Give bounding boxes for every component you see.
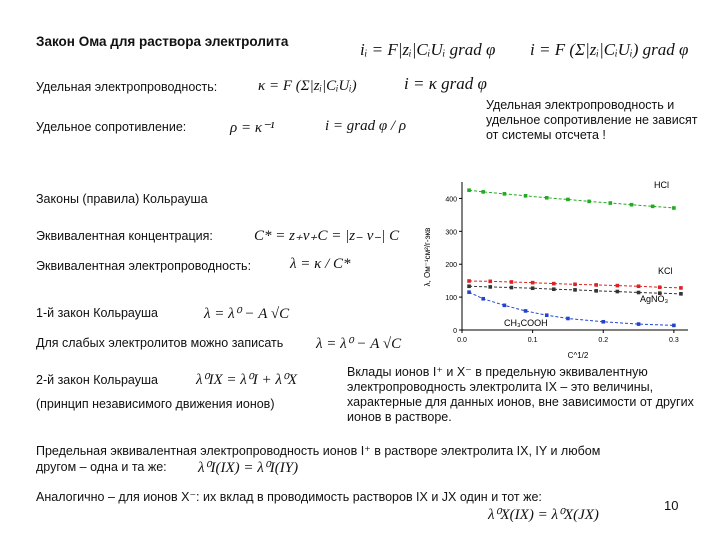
data-point-hcl (609, 201, 613, 205)
resistivity-formula: ρ = κ⁻¹ (230, 120, 275, 136)
data-point-agno3 (594, 289, 598, 293)
limit-equality-anion: λ⁰X(IX) = λ⁰X(JX) (488, 507, 599, 523)
conductivity-chart (418, 172, 708, 364)
data-point-agno3 (616, 290, 620, 294)
y-tick-label: 100 (445, 295, 457, 303)
data-point-agno3 (531, 286, 535, 290)
data-point-agno3 (679, 292, 683, 296)
y-tick-label: 200 (445, 262, 457, 270)
first-law-label: 1-й закон Кольрауша (36, 306, 158, 320)
first-law-formula: λ = λ⁰ − A √C (204, 306, 290, 322)
limit-equality-cation: λ⁰I(IX) = λ⁰I(IY) (198, 460, 299, 476)
weak-electrolytes-formula: λ = λ⁰ − A √C (316, 336, 402, 352)
x-tick-label: 0.3 (669, 337, 679, 344)
independence-note: Удельная электропроводность и удельное сопротивление не зависят от системы отсчета ! (486, 98, 698, 142)
y-tick-label: 0 (453, 328, 457, 335)
ohm-short-formula: i = κ grad φ (404, 74, 487, 93)
weak-electrolytes-label: Для слабых электролитов можно записать (36, 336, 284, 350)
anion-analogy-label: Аналогично – для ионов X⁻: их вклад в проводимость растворов IX и JX один и тот же: (36, 490, 542, 504)
series-label-hcl: HCl (654, 180, 669, 190)
data-point-kcl (637, 284, 641, 288)
data-point-kcl (679, 286, 683, 290)
specific-conductivity-label: Удельная электропроводность: (36, 80, 218, 94)
data-point-kcl (573, 282, 577, 286)
ohm-ion-formula: iᵢ = F|zᵢ|CᵢUᵢ grad φ (360, 40, 496, 59)
data-point-hcl (630, 203, 634, 207)
data-point-kcl (658, 285, 662, 289)
equiv-conductivity-label: Эквивалентная электропроводность: (36, 259, 252, 273)
limit-conductivity-line1: Предельная эквивалентная электропроводность ионов I⁺ в растворе электролита IX, IY и любом (36, 444, 601, 458)
series-label-ch3cooh: CH₃COOH (504, 318, 548, 328)
data-point-hcl (651, 205, 655, 209)
series-label-agno3: AgNO₃ (640, 294, 669, 304)
data-point-kcl (552, 282, 556, 286)
x-tick-label: 0.2 (598, 337, 609, 344)
equiv-concentration-formula: C* = z₊ν₊C = |z₋ ν₋| C (254, 228, 400, 244)
data-point-hcl (545, 196, 549, 200)
second-law-label: 2-й закон Кольрауша (36, 373, 158, 387)
data-point-agno3 (552, 287, 556, 291)
data-point-kcl (467, 279, 471, 283)
ohm-total-formula: i = F (Σ|zᵢ|CᵢUᵢ) grad φ (530, 40, 689, 59)
data-point-ch3cooh (503, 304, 507, 308)
y-axis-label: λ, Ом⁻¹см²/г-экв (423, 227, 432, 287)
y-tick-label: 400 (445, 196, 457, 204)
x-axis-label: C^1/2 (567, 351, 589, 360)
data-point-ch3cooh (545, 313, 549, 317)
data-point-agno3 (573, 288, 577, 292)
data-point-kcl (594, 283, 598, 287)
data-point-ch3cooh (524, 309, 528, 313)
y-tick-label: 300 (445, 229, 457, 237)
data-point-hcl (481, 190, 485, 194)
x-tick-label: 0.0 (457, 337, 467, 344)
data-point-agno3 (488, 285, 492, 289)
x-tick-label: 0.1 (527, 337, 538, 344)
data-point-agno3 (467, 284, 471, 288)
series-line-hcl (469, 190, 674, 208)
data-point-ch3cooh (467, 290, 471, 294)
data-point-hcl (672, 206, 676, 210)
series-label-kcl: KCl (658, 266, 673, 276)
data-point-agno3 (510, 286, 514, 290)
equiv-conductivity-formula: λ = κ / C* (290, 256, 351, 272)
data-point-kcl (531, 281, 535, 285)
data-point-hcl (503, 192, 507, 196)
data-point-kcl (510, 280, 514, 284)
data-point-ch3cooh (481, 297, 485, 301)
kohlrausch-heading: Законы (правила) Кольрауша (36, 192, 208, 206)
data-point-kcl (616, 284, 620, 288)
data-point-ch3cooh (601, 320, 605, 324)
data-point-kcl (488, 280, 492, 284)
slide-title: Закон Ома для раствора электролита (36, 34, 289, 49)
specific-resistance-label: Удельное сопротивление: (36, 120, 187, 134)
ohm-resistivity-formula: i = grad φ / ρ (325, 118, 407, 134)
second-law-formula: λ⁰IX = λ⁰I + λ⁰X (196, 372, 298, 388)
data-point-hcl (566, 198, 570, 202)
data-point-ch3cooh (637, 322, 641, 326)
equiv-concentration-label: Эквивалентная концентрация: (36, 229, 213, 243)
conductivity-formula: κ = F (Σ|zᵢ|CᵢUᵢ) (258, 78, 357, 94)
data-point-hcl (467, 188, 471, 192)
ion-contribution-note: Вклады ионов I⁺ и X⁻ в предельную эквивалентную электропроводность электролита IX – это величины, характерные для данных ионов, вне зависимости от других ионов в растворе. (347, 365, 694, 424)
page-number: 10 (664, 498, 679, 513)
limit-conductivity-line2: другом – одна и та же: (36, 460, 167, 474)
data-point-hcl (587, 200, 591, 204)
data-point-ch3cooh (672, 324, 676, 328)
second-law-note: (принцип независимого движения ионов) (36, 397, 275, 411)
data-point-ch3cooh (566, 317, 570, 321)
data-point-hcl (524, 194, 528, 198)
